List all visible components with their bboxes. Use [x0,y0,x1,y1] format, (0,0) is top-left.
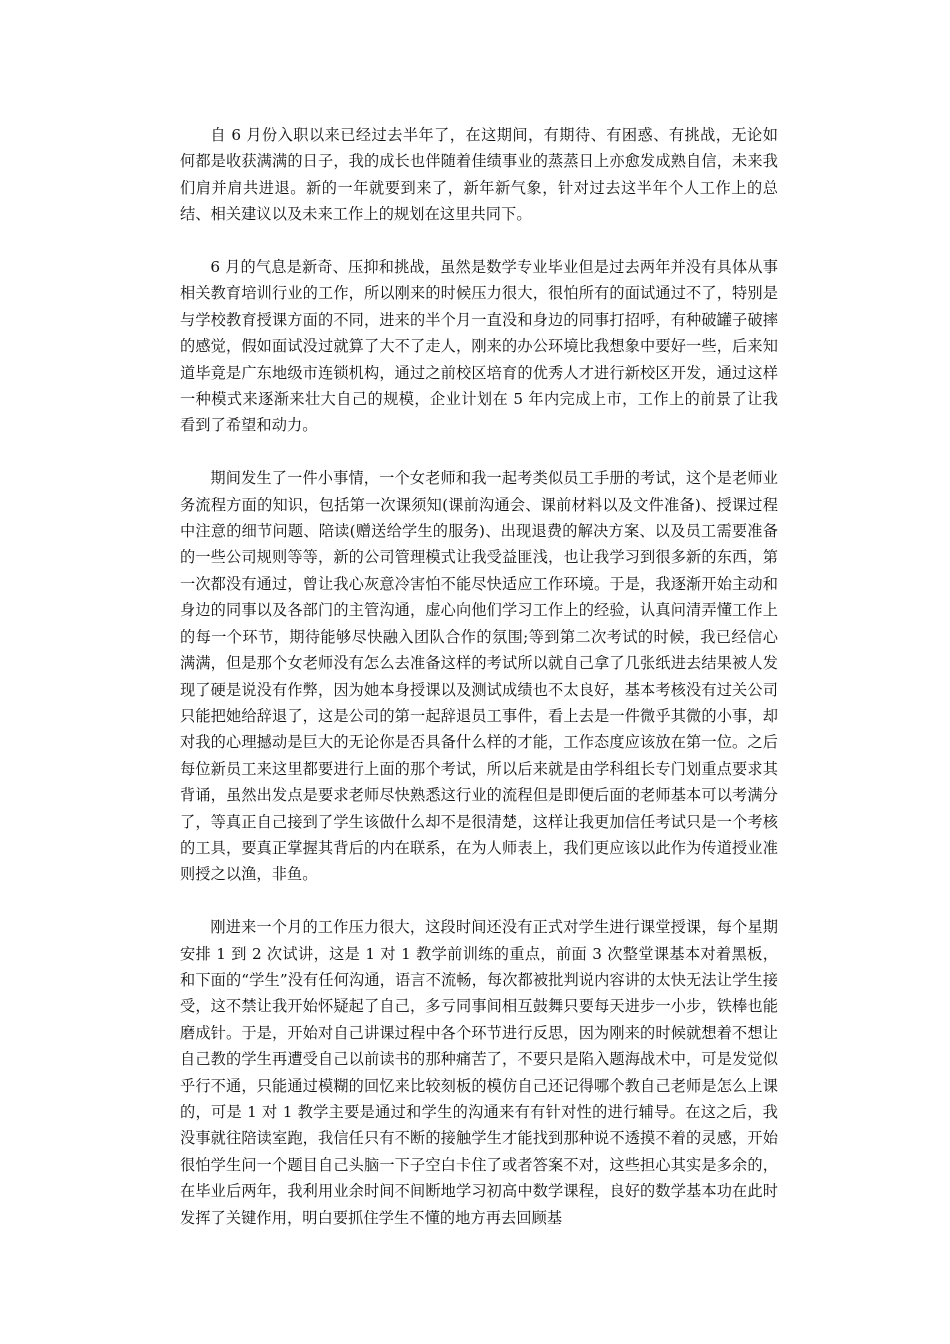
paragraph-2: 6 月的气息是新奇、压抑和挑战，虽然是数学专业毕业但是过去两年并没有具体从事相关教育培训行业的工作，所以刚来的时候压力很大，很怕所有的面试通过不了，特别是与学校教育授课方面的不同，进来的半个月一直没和身边的同事打招呼，有种破罐子破摔的感觉，假如面试没过就算了大不了走人，刚来的办公环境比我想象中要好一些，后来知道毕竟是广东地级市连锁机构，通过之前校区培育的优秀人才进行新校区开发，通过这样一种模式来逐渐来壮大自己的规模，企业计划在 5 年内完成上市，工作上的前景了让我看到了希望和动力。 [180,258,778,435]
paragraph-1: 自 6 月份入职以来已经过去半年了，在这期间，有期待、有困惑、有挑战，无论如何都是收获满满的日子，我的成长也伴随着佳绩事业的蒸蒸日上亦愈发成熟自信，未来我们肩并肩共进退。新的一年就要到来了，新年新气象，针对过去这半年个人工作上的总结、相关建议以及未来工作上的规划在这里共同下。 [180,126,778,224]
paragraph-3: 期间发生了一件小事情，一个女老师和我一起考类似员工手册的考试，这个是老师业务流程方面的知识，包括第一次课须知(课前沟通会、课前材料以及文件准备)、授课过程中注意的细节问题、陪读(赠送给学生的服务)、出现退费的解决方案、以及员工需要准备的一些公司规则等等，新的公司管理模式让我受益匪浅，也让我学习到很多新的东西，第一次都没有通过，曾让我心灰意冷害怕不能尽快适应工作环境。于是，我逐渐开始主动和身边的同事以及各部门的主管沟通，虚心向他们学习工作上的经验，认真问清弄懂工作上的每一个环节，期待能够尽快融入团队合作的氛围;等到第二次考试的时候，我已经信心满满，但是那个女老师没有怎么去准备这样的考试所以就自己拿了几张纸进去结果被人发现了硬是说没有作弊，因为她本身授课以及测试成绩也不太良好，基本考核没有过关公司只能把她给辞退了，这是公司的第一起辞退员工事件，看上去是一件微乎其微的小事，却对我的心理撼动是巨大的无论你是否具备什么样的才能，工作态度应该放在第一位。之后每位新员工来这里都要进行上面的那个考试，所以后来就是由学科组长专门划重点要求其背诵，虽然出发点是要求老师尽快熟悉这行业的流程但是即便后面的老师基本可以考满分了，等真正自己接到了学生该做什么却不是很清楚，这样让我更加信任考试只是一个考核的工具，要真正掌握其背后的内在联系，在为人师表上，我们更应该以此作为传道授业准则授之以渔，非鱼。 [180,469,778,884]
paragraph-4: 刚进来一个月的工作压力很大，这段时间还没有正式对学生进行课堂授课，每个星期安排 1 到 2 次试讲，这是 1 对 1 教学前训练的重点，前面 3 次整堂课基本对着黑板，和下面的“学生”没有任何沟通，语言不流畅，每次都被批判说内容讲的太快无法让学生接受，这不禁让我开始怀疑起了自己，多亏同事间相互鼓舞只要每天进步一小步，铁棒也能磨成针。于是，开始对自己讲课过程中各个环节进行反思，因为刚来的时候就想着不想让自己教的学生再遭受自己以前读书的那种痛苦了，不要只是陷入题海战术中，可是发觉似乎行不通，只能通过模糊的回忆来比较刻板的模仿自己还记得哪个教自己老师是怎么上课的，可是 1 对 1 教学主要是通过和学生的沟通来有有针对性的进行辅导。在这之后，我没事就往陪读室跑，我信任只有不断的接触学生才能找到那种说不透摸不着的灵感，开始很怕学生问一个题目自己头脑一下子空白卡住了或者答案不对，这些担心其实是多余的，在毕业后两年，我利用业余时间不间断地学习初高中数学课程，良好的数学基本功在此时发挥了关键作用，明白要抓住学生不懂的地方再去回顾基 [180,918,778,1227]
document-page [180,122,778,1257]
